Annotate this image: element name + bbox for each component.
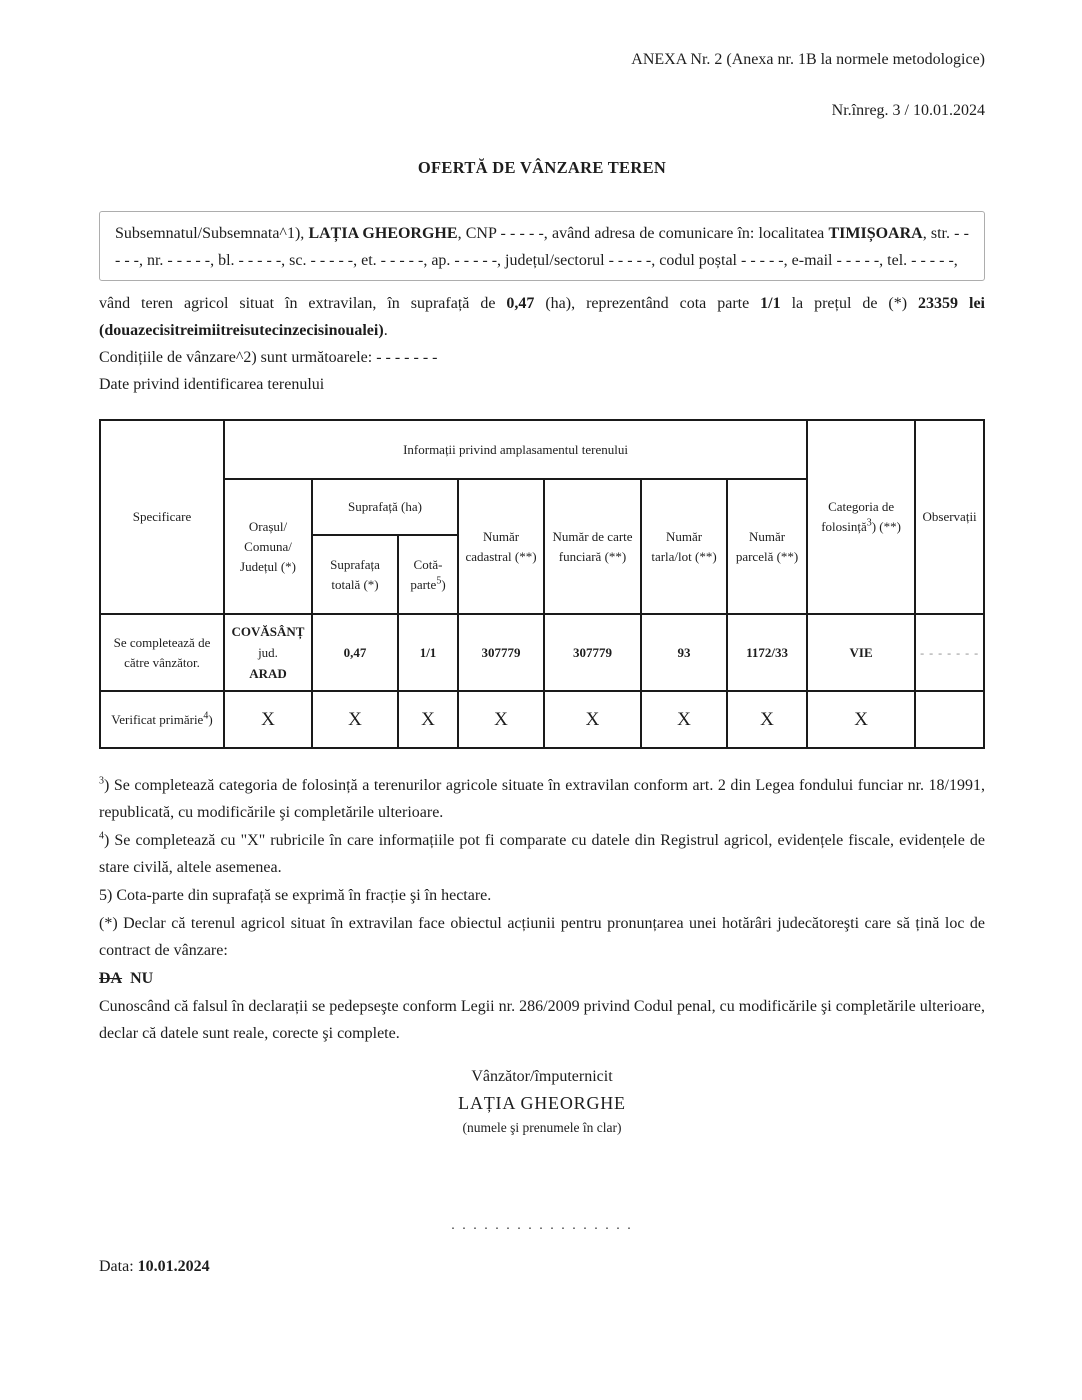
footnote-4 [99, 827, 985, 881]
cell-cota: 1/1 [398, 614, 458, 691]
verificat-label-sup: 4 [203, 710, 209, 722]
cell-suprafata: 0,47 [312, 614, 398, 691]
land-area: 0,47 [506, 295, 535, 312]
verificat-mark-5: X [544, 691, 641, 748]
cell-location [224, 614, 312, 691]
signature-name: LAȚIA GHEORGHE [458, 1093, 626, 1113]
table-row-seller [100, 614, 984, 691]
cell-tarla: 93 [641, 614, 727, 691]
header-numar-parcela: Număr parcelă (**) [727, 479, 807, 614]
land-id-heading: Date privind identificarea terenului [99, 376, 325, 393]
penalty-paragraph: Cunoscând că falsul în declarații se pedepseşte conform Legii nr. 286/2009 privind Codul penal, cu modificările şi completările ulterioare, declar că datele sunt reale, corecte şi complete. [99, 998, 985, 1042]
sale-part1: vând teren agricol situat în extravilan, în suprafață de [99, 295, 507, 312]
land-identification-table [99, 419, 985, 749]
date-value: 10.01.2024 [137, 1258, 210, 1275]
seller-row-label: Se completează de către vânzător. [100, 614, 224, 691]
footnote-4-text: ) Se completează cu "X" rubricile în care informațiile pot fi comparate cu datele din Registrul agricol, evidențele fiscale, evidențele de stare civilă, altele asemenea. [99, 832, 985, 876]
location-commune: COVĂSÂNȚ [231, 624, 305, 639]
verificat-row-label [100, 691, 224, 748]
header-categoria-text: Categoria de folosință [821, 499, 895, 534]
verificat-mark-6: X [641, 691, 727, 748]
intro-part2: , CNP - - - - -, având adresa de comunicare în: localitatea [457, 225, 829, 242]
header-numar-tarla: Număr tarla/lot (**) [641, 479, 727, 614]
anexa-line: ANEXA Nr. 2 (Anexa nr. 1B la normele metodologice) [631, 51, 985, 68]
sale-paragraph [99, 290, 985, 344]
seller-city: TIMIȘOARA [828, 225, 923, 242]
verificat-label-suffix: ) [208, 711, 213, 727]
header-cota-suffix: ) [441, 576, 446, 592]
location-jud-label: jud. [258, 645, 278, 660]
verificat-mark-3: X [398, 691, 458, 748]
header-info-group: Informații privind amplasamentul terenului [224, 420, 807, 479]
verificat-mark-4: X [458, 691, 544, 748]
declaration-paragraph: (*) Declar că terenul agricol situat în extravilan face obiectul acțiunii pentru pronunțarea unei hotărâri judecătoreşti care să țină loc de contract de vânzare: [99, 915, 985, 959]
da-nu-line [99, 965, 985, 992]
cell-categoria: VIE [807, 614, 915, 691]
cell-cadastral: 307779 [458, 614, 544, 691]
header-numar-cadastral: Număr cadastral (**) [458, 479, 544, 614]
footnote-3-sup: 3 [99, 775, 104, 787]
header-cota-parte [398, 535, 458, 614]
signature-role: Vânzător/împuternicit [471, 1068, 613, 1085]
location-county: ARAD [249, 666, 287, 681]
header-oras-comuna: Orașul/ Comuna/ Județul (*) [224, 479, 312, 614]
signature-block [99, 1064, 985, 1239]
footnote-5: 5) Cota-parte din suprafață se exprimă în fracție şi în hectare. [99, 887, 492, 904]
sale-price-words: (douazecisitreimiitreisutecinzecisinoualei) [99, 322, 384, 339]
date-label: Data: [99, 1258, 138, 1275]
header-specificare: Specificare [100, 420, 224, 614]
cell-parcela: 1172/33 [727, 614, 807, 691]
sale-price: 23359 lei [918, 295, 985, 312]
verificat-label-text: Verificat primărie [111, 711, 204, 727]
nu-option: NU [130, 970, 154, 987]
table-row-verificat [100, 691, 984, 748]
header-cota-text: Cotă-parte [410, 556, 443, 592]
header-observatii: Observații [915, 420, 984, 614]
footnote-4-sup: 4 [99, 830, 104, 842]
cell-carte-funciara: 307779 [544, 614, 641, 691]
header-suprafata-totala: Suprafața totală (*) [312, 535, 398, 614]
sale-part5: . [383, 322, 388, 339]
intro-part1: Subsemnatul/Subsemnata^1), [115, 225, 309, 242]
footnote-3 [99, 772, 985, 826]
header-numar-carte: Număr de carte funciară (**) [544, 479, 641, 614]
intro-part3: , str. - - - - -, nr. - - - - -, bl. - - - - -, sc. - - - - -, et. - - - - -, ap. - - - - -, județul/sectorul - - - - -, codul poștal - - - - -, e-mail - - - - -, tel. - - - - -, [115, 225, 970, 269]
verificat-mark-7: X [727, 691, 807, 748]
signature-dotted-line: . . . . . . . . . . . . . . . . . [451, 1218, 633, 1233]
sale-part3: la prețul de (*) [780, 295, 919, 312]
footnote-3-text: ) Se completează categoria de folosință a terenurilor agricole situate în extravilan conform art. 2 din Legea fondului funciar nr. 18/1991, republicată, cu modificările şi completările ulterioare. [99, 777, 985, 821]
seller-identity-box [99, 211, 985, 281]
date-line [99, 1253, 210, 1280]
da-option-struck: DA [99, 970, 123, 987]
header-suprafata-ha: Suprafață (ha) [312, 479, 458, 535]
document-title: OFERTĂ DE VÂNZARE TEREN [417, 158, 667, 177]
signature-note: (numele şi prenumele în clar) [462, 1120, 622, 1135]
verificat-mark-8: X [807, 691, 915, 748]
sale-part2: (ha), reprezentând cota parte [534, 295, 761, 312]
header-cota-sup: 5 [436, 575, 442, 587]
conditions-line: Condițiile de vânzare^2) sunt următoarele: - - - - - - - [99, 349, 438, 366]
seller-name: LAȚIA GHEORGHE [308, 225, 458, 242]
ownership-share: 1/1 [760, 295, 781, 312]
cell-observatii: - - - - - - - [915, 614, 984, 691]
header-categoria-sup: 3 [866, 517, 872, 529]
registration-line: Nr.înreg. 3 / 10.01.2024 [831, 102, 985, 119]
header-categoria-suffix: ) (**) [871, 519, 901, 534]
verificat-observatii [915, 691, 984, 748]
verificat-mark-1: X [224, 691, 312, 748]
header-categoria [807, 420, 915, 614]
verificat-mark-2: X [312, 691, 398, 748]
